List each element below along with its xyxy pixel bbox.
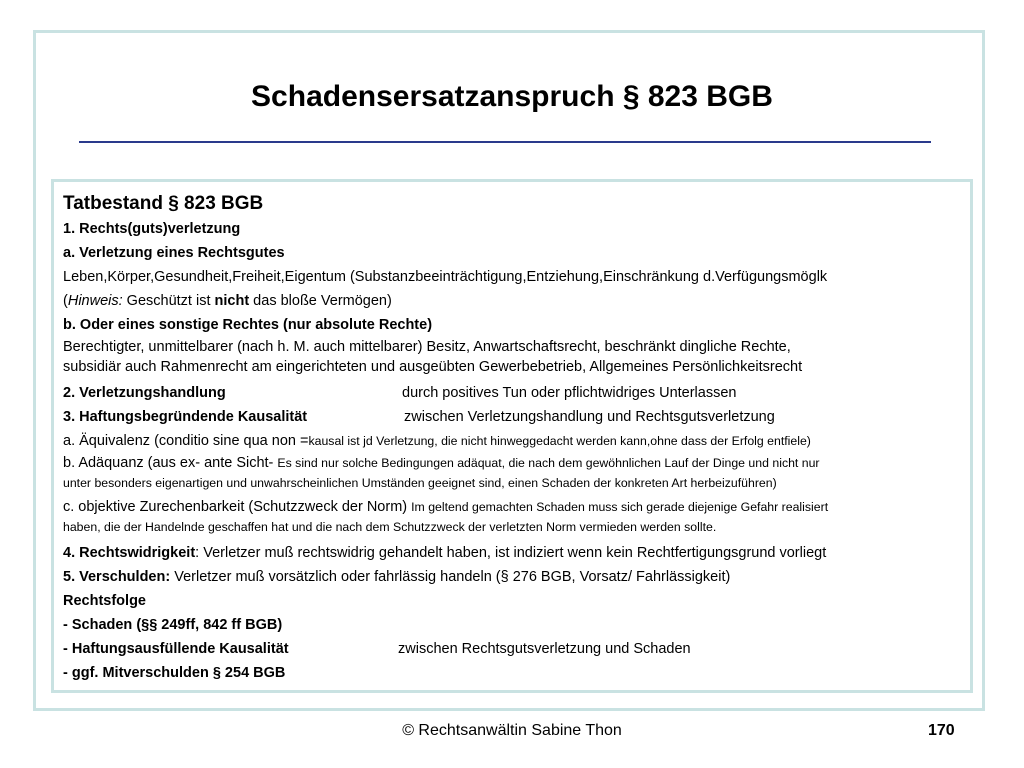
verschulden-label: 5. Verschulden: <box>63 569 171 585</box>
hinweis-open: ( <box>63 293 68 309</box>
hinweis-text-2: das bloße Vermögen) <box>249 293 392 309</box>
item-haftungsbegruendende-kausalitaet <box>63 405 970 429</box>
verletzungshandlung-label: 2. Verletzungshandlung <box>63 385 226 401</box>
slide-title: Schadensersatzanspruch § 823 BGB <box>251 80 773 113</box>
verletzungshandlung-detail: durch positives Tun oder pflichtwidriges Unterlassen <box>402 385 737 401</box>
zurechenbarkeit-line-1 <box>63 497 970 517</box>
item-verletzung-rechtsgut: a. Verletzung eines Rechtsgutes <box>63 245 285 261</box>
item-adaequanz <box>63 453 970 497</box>
footer-copyright: © Rechtsanwältin Sabine Thon <box>402 722 622 739</box>
zurechenbarkeit-text-2: haben, die der Handelnde geschaffen hat und die nach dem Schutzzweck der verletzten Norm vermieden werden sollte. <box>63 520 717 534</box>
item-verschulden <box>63 565 970 589</box>
item-mitverschulden: - ggf. Mitverschulden § 254 BGB <box>63 665 286 681</box>
haftungsbegruendende-kausalitaet-detail: zwischen Verletzungshandlung und Rechtsgutsverletzung <box>404 409 775 425</box>
zurechenbarkeit-lead: c. objektive Zurechenbarkeit (Schutzzweck der Norm) <box>63 499 412 515</box>
aequivalenz-text: kausal ist jd Verletzung, die nicht hinweggedacht werden kann,ohne dass der Erfolg entfiele) <box>308 434 811 448</box>
item-schaden: - Schaden (§§ 249ff, 842 ff BGB) <box>63 617 283 633</box>
verschulden-text: Verletzer muß vorsätzlich oder fahrlässig handeln (§ 276 BGB, Vorsatz/ Fahrlässigkeit) <box>170 569 731 585</box>
rechtsgueter-list: Leben,Körper,Gesundheit,Freiheit,Eigentum (Substanzbeeinträchtigung,Entziehung,Einschränkung d.Verfügungsmöglk <box>63 269 828 285</box>
hinweis-bold: nicht <box>214 293 250 309</box>
rechtswidrigkeit-label: 4. Rechtswidrigkeit <box>63 545 196 561</box>
item-objektive-zurechenbarkeit <box>63 497 970 541</box>
adaequanz-text-1: Es sind nur solche Bedingungen adäquat, die nach dem gewöhnlichen Lauf der Dinge und nicht nur <box>277 456 820 470</box>
item-haftungsausfuellende-kausalitaet <box>63 637 970 661</box>
adaequanz-text-2: unter besonders eigenartigen und unwahrscheinlichen Umständen geeignet sind, einen Schaden der konkreten Art herbeizuführen) <box>63 476 777 490</box>
content-box <box>51 179 973 693</box>
aequivalenz-lead: a. Äquivalenz (conditio sine qua non = <box>63 433 309 449</box>
item-rechtswidrigkeit <box>63 541 970 565</box>
adaequanz-lead: b. Adäquanz (aus ex- ante Sicht- <box>63 455 278 471</box>
zurechenbarkeit-text-1: Im geltend gemachten Schaden muss sich gerade diejenige Gefahr realisiert <box>411 500 829 514</box>
sonstige-rechte-list <box>63 337 970 381</box>
haftungsausfuellende-kausalitaet-label: - Haftungsausfüllende Kausalität <box>63 641 289 657</box>
hinweis-text-1: Geschützt ist <box>122 293 215 309</box>
page-number: 170 <box>928 722 955 739</box>
item-verletzungshandlung <box>63 381 970 405</box>
item-aequivalenz <box>63 429 970 453</box>
adaequanz-line-1 <box>63 453 970 473</box>
rechtswidrigkeit-text: : Verletzer muß rechtswidrig gehandelt haben, ist indiziert wenn kein Rechtfertigungsgrund vorliegt <box>195 545 827 561</box>
section-heading: Tatbestand § 823 BGB <box>63 193 264 214</box>
haftungsbegruendende-kausalitaet-label: 3. Haftungsbegründende Kausalität <box>63 409 308 425</box>
rechtsfolge-heading: Rechtsfolge <box>63 593 146 609</box>
item-rechtsgutsverletzung: 1. Rechts(guts)verletzung <box>63 221 241 237</box>
haftungsausfuellende-kausalitaet-detail: zwischen Rechtsgutsverletzung und Schaden <box>398 641 691 657</box>
hinweis-label: Hinweis: <box>67 293 123 309</box>
item-sonstiges-recht: b. Oder eines sonstige Rechtes (nur absolute Rechte) <box>63 317 433 333</box>
title-underline <box>79 141 931 143</box>
sonstige-rechte-line-1: Berechtigter, unmittelbarer (nach h. M. auch mittelbarer) Besitz, Anwartschaftsrecht, beschränkt dingliche Rechte, <box>63 339 791 355</box>
hinweis-line <box>63 289 970 313</box>
sonstige-rechte-line-2: subsidiär auch Rahmenrecht am eingerichteten und ausgeübten Gewerbebetrieb, Allgemeines Persönlichkeitsrecht <box>63 359 803 375</box>
